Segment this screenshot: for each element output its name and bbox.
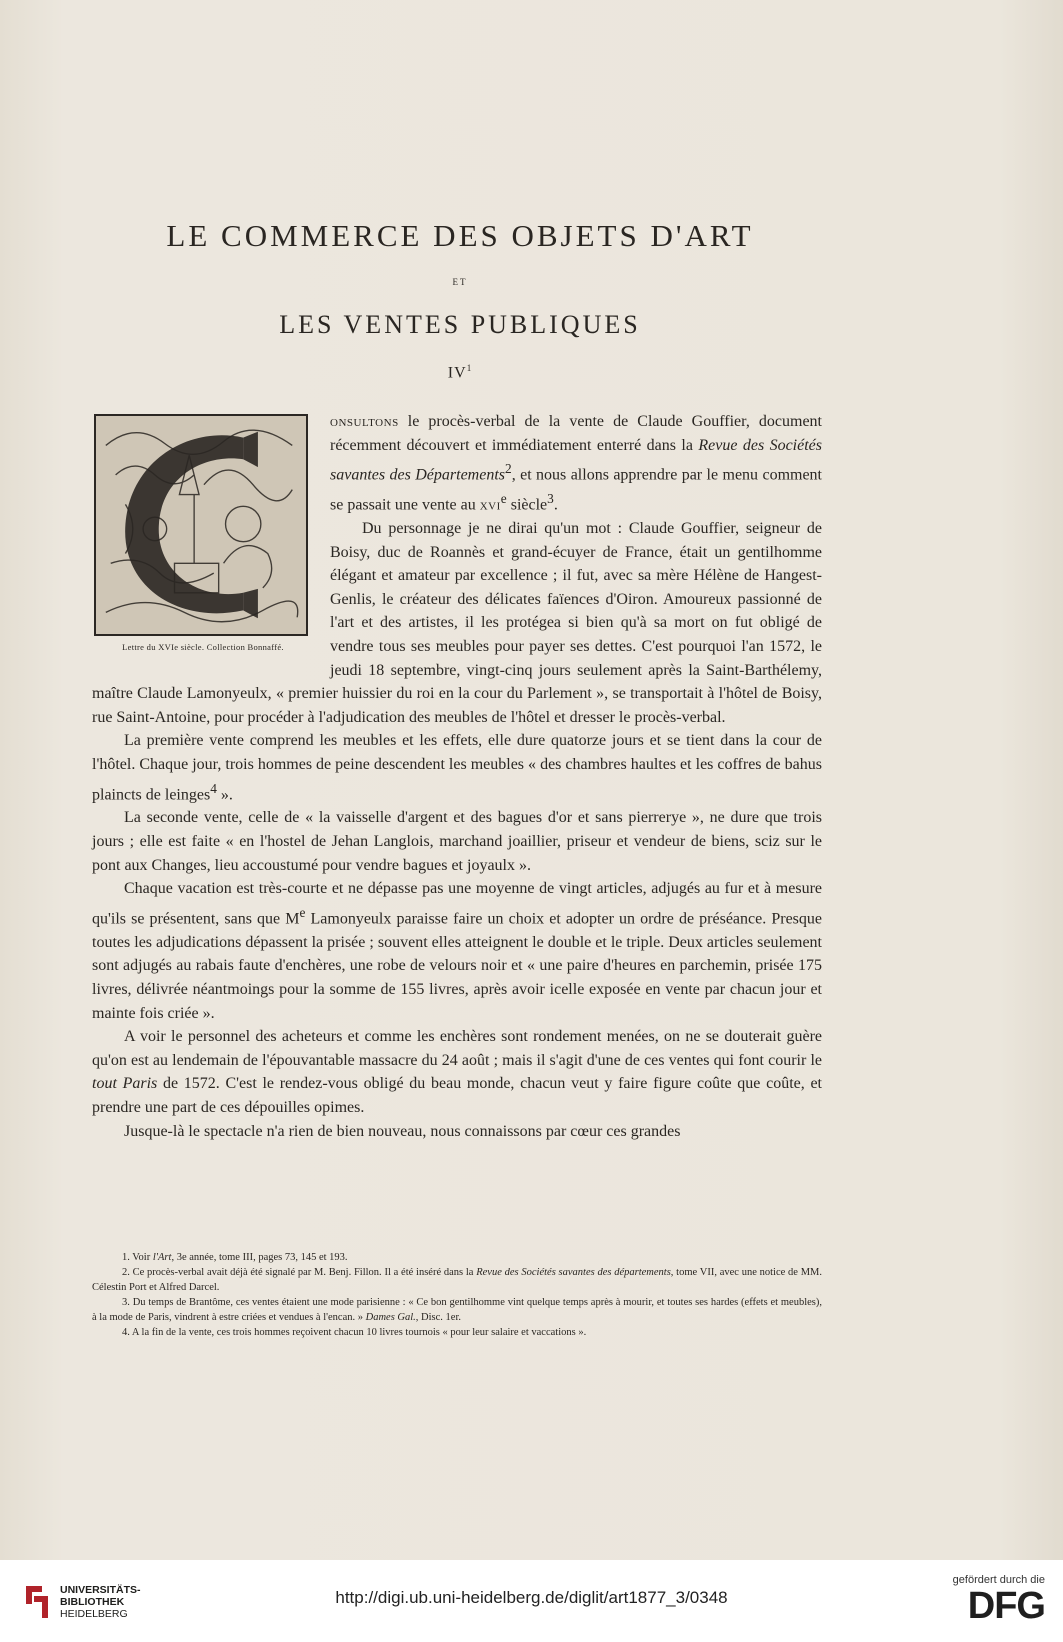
paragraph: Jusque-là le spectacle n'a rien de bien nouveau, nous connaissons par cœur ces grandes xyxy=(124,1122,681,1140)
library-name-line2: BIBLIOTHEK xyxy=(60,1596,125,1608)
sponsor-logo[interactable] xyxy=(953,1574,1045,1626)
paragraph: onsultons le procès-verbal de la vente de Claude Gouffier, document récemment découvert et immédiatement enterré dans la Revue des Sociétés savantes des Départements$^2$, et nous allons apprendre par le menu comment se passait une vente au xvi$^e$ siècle$^3$. xyxy=(330,413,823,514)
library-name-line3: HEIDELBERG xyxy=(60,1608,128,1620)
paragraph: Du personnage je ne dirai qu'un mot : Claude Gouffier, seigneur de Boisy, duc de Roannès et grand-écuyer de France, était un gentilhomme élégant et amateur par excellence ; il fut, avec sa mère Hélène de Hangest-Genlis, le créateur des délicates faïences d'Oiron. Amoureux passionné de l'art et des artistes, il les protégea si bien qu'à sa mort on fut obligé de vendre tous ses meubles pour payer ses dettes. C'est pourquoi l'an 1572, le jeudi 18 septembre, vingt-cinq jours seulement après la Saint-Barthélemy, maître Claude Lamonyeulx, « premier huissier du roi en la cour du Parlement », se transportait à l'hôtel de Boisy, rue Saint-Antoine, pour procéder à l'adjudication des meubles de l'hôtel et dresser le procès-verbal. xyxy=(92,520,822,726)
article-title: LE COMMERCE DES OBJETS D'ART xyxy=(166,218,754,253)
part-note-ref: 1 xyxy=(466,363,473,373)
permalink-url[interactable]: http://digi.ub.uni-heidelberg.de/diglit/art1877_3/0348 xyxy=(335,1588,728,1607)
journal-title: Revue des Sociétés savantes des Départements xyxy=(330,436,823,484)
footnote: 4. A la fin de la vente, ces trois hommes reçoivent chacun 10 livres tournois « pour leur salaire et vaccations ». xyxy=(122,1327,587,1338)
figure-caption: Lettre du XVIe siècle. Collection Bonnaffé. xyxy=(122,642,284,652)
viewer-footer xyxy=(0,1560,1063,1642)
footnote: 1. Voir l'Art, 3e année, tome III, pages 73, 145 et 193. xyxy=(122,1252,348,1263)
footnote: 3. Du temps de Brantôme, ces ventes étaient une mode parisienne : « Ce bon gentilhomme vint quelque temps après à mourir, et toutes ses hardes (effets et meubles), à la mode de Paris, vindrent à estre criées et vendues à l'encan. » Dames Gal., Disc. 1er. xyxy=(92,1297,822,1323)
part-number: $IV^1$ xyxy=(447,363,473,382)
paragraph: La seconde vente, celle de « la vaisselle d'argent et des bagues d'or et sans pierrerye », ne dure que trois jours ; elle est faite « en l'hostel de Jehan Langlois, marchand joaillier, priseur et vendeur de biens, sciz sur le pont aux Changes, lieu accoustumé pour vendre bagues et joyaulx ». xyxy=(92,809,822,874)
initial-spacer xyxy=(92,410,330,672)
title-conjunction: ET xyxy=(452,277,468,287)
paragraph: La première vente comprend les meubles et les effets, elle dure quatorze jours et se tient dans la cour de l'hôtel. Chaque jour, trois hommes de peine descendent les meubles « des chambres haultes et les coffres de bahus plaincts de leinges$^4$ ». xyxy=(92,732,822,803)
article-subtitle: LES VENTES PUBLIQUES xyxy=(279,310,641,339)
paragraph: Chaque vacation est très-courte et ne dépasse pas une moyenne de vingt articles, adjugés au fur et à mesure qu'ils se présentent, sans que Me Lamonyeulx paraisse faire un choix et adopter un ordre de préséance. Presque toutes les adjudications dépassent la prisée ; souvent elles atteignent le double et le triple. Deux articles seulement sont adjugés au rabais faute d'enchères, une robe de velours noir et « une paire d'heures en parchemin, prisée 175 livres, délivrée néantmoings pour la somme de 155 livres, après avoir icelle exposée en vente par chacun jour et mainte fois criée ». xyxy=(92,880,822,1022)
note-ref: 3 xyxy=(547,491,554,507)
note-ref: 2 xyxy=(505,461,512,477)
article-body xyxy=(92,410,822,1143)
dfg-logo-icon: DFG xyxy=(967,1585,1045,1627)
footnotes xyxy=(92,1250,822,1340)
sponsor-caption: gefördert durch die xyxy=(952,1574,1045,1586)
note-ref: 4 xyxy=(210,780,217,796)
footnote: 2. Ce procès-verbal avait déjà été signalé par M. Benj. Fillon. Il a été inséré dans la Revue des Sociétés savantes des départements, tome VII, avec une notice de MM. Célestin Port et Alfred Darcel. xyxy=(92,1267,823,1293)
paragraph: A voir le personnel des acheteurs et comme les enchères sont rondement menées, on ne se douterait guère qu'on est au lendemain de l'épouvantable massacre du 24 août ; mais il s'agit d'une de ces ventes qui font courir le tout Paris de 1572. C'est le rendez-vous obligé du beau monde, chacun veut y faire figure coûte que coûte, et prendre une part de ces dépouilles opimes. xyxy=(92,1028,822,1116)
library-name-line1: UNIVERSITÄTS- xyxy=(60,1584,141,1596)
